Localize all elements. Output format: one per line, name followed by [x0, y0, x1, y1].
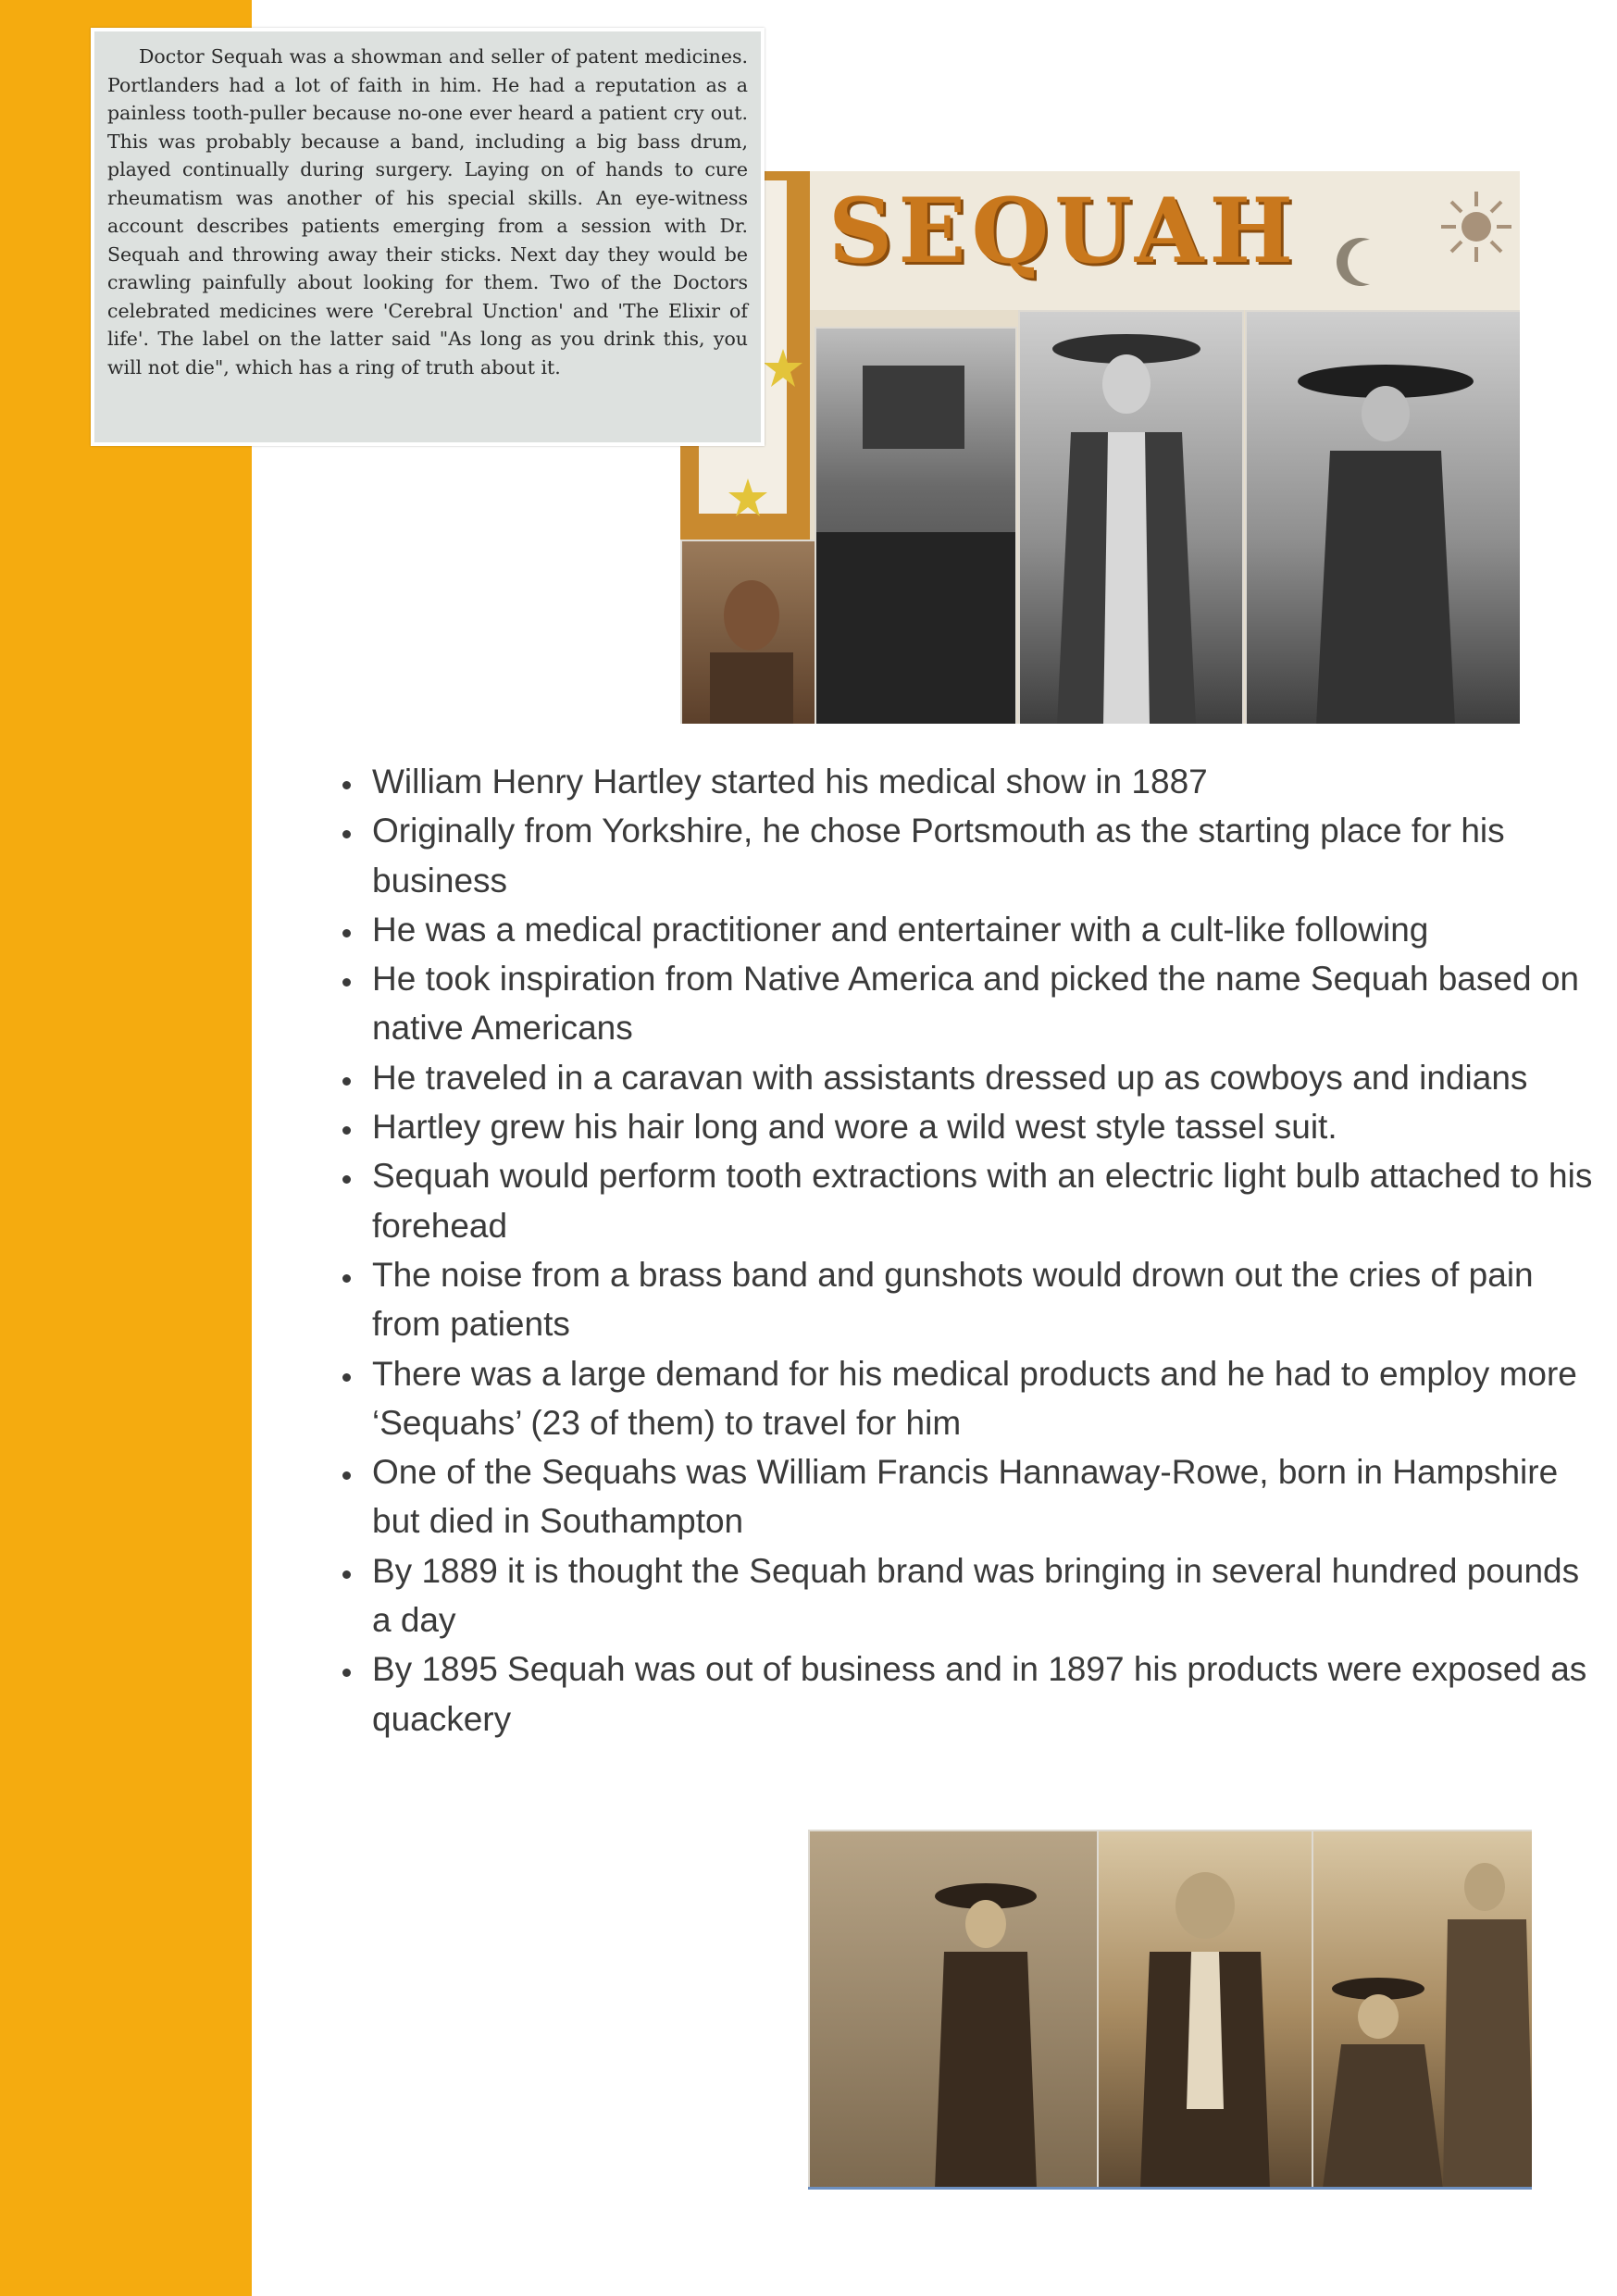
- list-item: • There was a large demand for his medical products and he had to employ more ‘Sequahs’ (23 of them) to travel for him: [365, 1349, 1605, 1448]
- collage-title: SEQUAH: [828, 179, 1300, 283]
- facts-list: [315, 757, 1605, 1744]
- list-item: • Hartley grew his hair long and wore a wild west style tassel suit.: [365, 1102, 1605, 1151]
- star-icon: [727, 477, 769, 519]
- newspaper-clipping: Doctor Sequah was a showman and seller of patent medicines. Portlanders had a lot of faith in him. He had a reputation as a painless tooth-puller because no-one ever heard a patient cry out. This was probably because a band, including a big bass drum, played continually during surgery. Laying on of hands to cure rheumatism was another of his special skills. An eye-witness account describes patients emerging from a session with Dr. Sequah and throwing away their sticks. Next day they would be crawling painfully about looking for them. Two of the Doctors celebrated medicines were 'Cerebral Unction' and 'The Elixir of life'. The label on the latter said "As long as you drink this, you will not die", which has a ring of truth about it.: [91, 28, 765, 446]
- sequah-collage-image: [680, 171, 1520, 724]
- sepia-cowboys-collage-image: [808, 1830, 1532, 2190]
- cowboys-photo-right: [1312, 1830, 1532, 2190]
- star-icon: [762, 347, 804, 390]
- cowboy-portrait-photo: [1245, 310, 1520, 724]
- crescent-moon-icon: [1333, 234, 1388, 290]
- list-item: • William Henry Hartley started his medical show in 1887: [365, 757, 1605, 806]
- list-item: • One of the Sequahs was William Francis Hannaway-Rowe, born in Hampshire but died in Southampton: [365, 1447, 1605, 1546]
- sun-icon: [1439, 190, 1513, 264]
- list-item: • He was a medical practitioner and entertainer with a cult-like following: [365, 905, 1605, 954]
- crowd-photo: [815, 327, 1017, 724]
- list-item: • He took inspiration from Native America and picked the name Sequah based on native Americans: [365, 954, 1605, 1053]
- list-item: • Sequah would perform tooth extractions with an electric light bulb attached to his forehead: [365, 1151, 1605, 1250]
- list-item: • He traveled in a caravan with assistants dressed up as cowboys and indians: [365, 1053, 1605, 1102]
- list-item: • The noise from a brass band and gunshots would drown out the cries of pain from patients: [365, 1250, 1605, 1349]
- cowboy-photo-left: [808, 1830, 1099, 2190]
- list-item: • Originally from Yorkshire, he chose Portsmouth as the starting place for his business: [365, 806, 1605, 905]
- list-item: • By 1889 it is thought the Sequah brand was bringing in several hundred pounds a day: [365, 1546, 1605, 1645]
- list-item: • By 1895 Sequah was out of business and in 1897 his products were exposed as quackery: [365, 1644, 1605, 1744]
- cowboy-photo-center: [1097, 1830, 1313, 2190]
- hartley-portrait-photo: [1018, 310, 1244, 724]
- native-american-portrait-photo: [680, 540, 823, 724]
